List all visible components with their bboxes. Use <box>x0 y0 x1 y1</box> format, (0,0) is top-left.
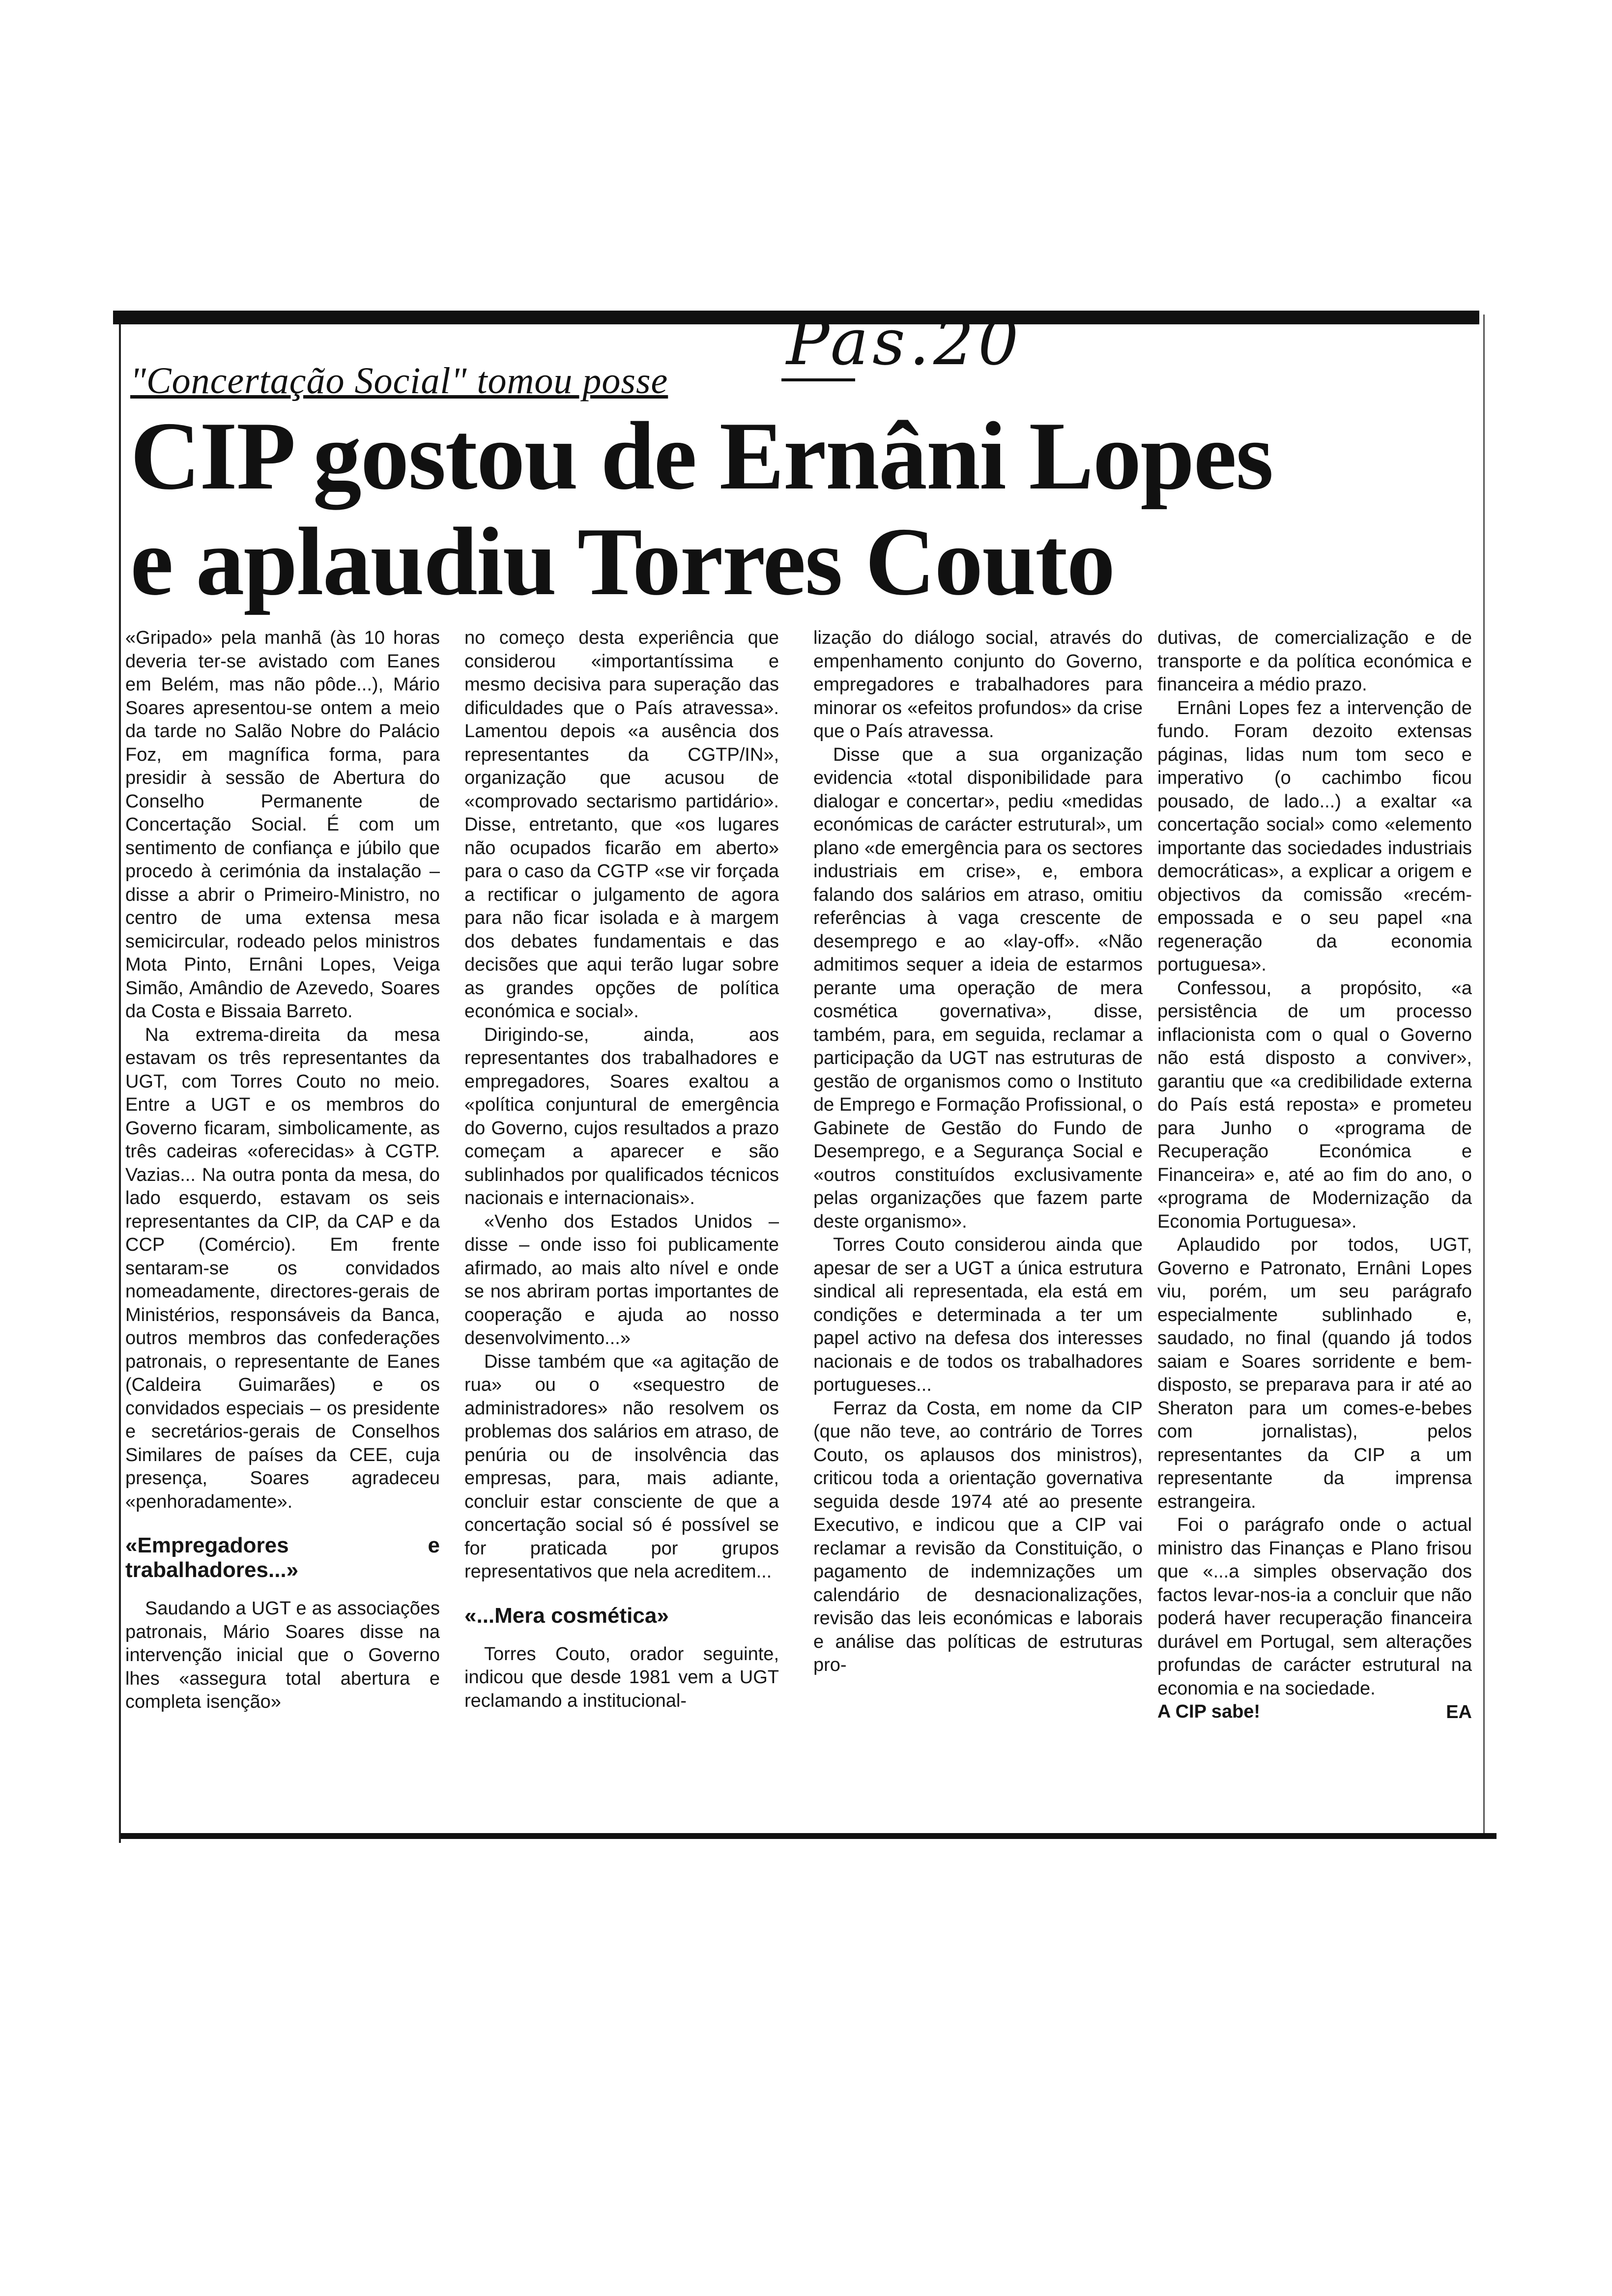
paragraph: no começo desta experiência que considerou «importantíssima e mesmo decisiva para superação das dificuldades que o País atravessa». Lamentou depois «a ausência dos representantes da CGTP/IN», organização que acusou de «comprovado sectarismo partidário». Disse, entretanto, que «os lugares não ocupados ficarão em aberto» para o caso da CGTP «se vir forçada a rectificar o julgamento de agora para não ficar isolada e à margem dos debates fundamentais e das decisões que aqui terão lugar sobre as grandes opções de política económica e social». <box>464 628 779 1022</box>
closing-line: A CIP sabe! <box>1157 1701 1261 1722</box>
article-column-4 <box>1157 627 1472 1724</box>
paragraph: Disse também que «a agitação de rua» ou o «sequestro de administradores» não resolvem os problemas dos salários em atraso, de penúria ou de insolvência das empresas, para, mais adiante, concluir estar consciente de que a concertação social só é possível se for praticada por grupos representativos que nela acreditem... <box>464 1351 779 1582</box>
section-subhead: «Empregadores e trabalhadores...» <box>125 1533 440 1582</box>
paragraph: Ernâni Lopes fez a intervenção de fundo. Foram dezoito extensas páginas, lidas num tom seco e imperativo (o cachimbo ficou pousado, de lado...) a exaltar «a concertação social» como «elemento importante das sociedades industriais democráticas», a explicar a origem e objectivos da comissão «recém-empossada e o seu papel «na regeneração da economia portuguesa». <box>1157 697 1472 975</box>
paragraph: Saudando a UGT e as associações patronais, Mário Soares disse na intervenção inicial que o Governo lhes «assegura total abertura e completa isenção» <box>125 1598 440 1712</box>
paragraph: Disse que a sua organização evidencia «total disponibilidade para dialogar e concertar», pediu «medidas económicas de carácter estrutural», um plano «de emergência para os sectores industriais em crise», e, embora falando dos salários em atraso, omitiu referências à vaga crescente de desemprego e ao «lay-off». «Não admitimos sequer a ideia de estarmos perante uma operação de mera cosmética governativa», disse, também, para, em seguida, reclamar a participação da UGT nas estruturas de gestão de organismos como o Instituto de Emprego e Formação Profissional, o Gabinete de Gestão do Fundo de Desemprego, e a Segurança Social e «outros constituídos exclusivamente pelas organizações que fazem parte deste organismo». <box>813 744 1143 1232</box>
left-border <box>119 324 121 1843</box>
paragraph: dutivas, de comercialização e de transporte e da política económica e financeira a médio prazo. <box>1157 628 1472 695</box>
paragraph: Confessou, a propósito, «a persistência de um processo inflacionista com o qual o Governo não está disposto a conviver», garantiu que «a credibilidade externa do País está reposta» e prometeu para Junho o «programa de Recuperação Económica e Financeira» e, até ao fim do ano, o «programa de Modernização da Economia Portuguesa». <box>1157 977 1472 1232</box>
author-initials: EA <box>1446 1701 1472 1722</box>
article-column-1 <box>125 627 440 1714</box>
paragraph: Dirigindo-se, ainda, aos representantes dos trabalhadores e empregadores, Soares exaltou a «política conjuntural de emergência do Governo, cujos resultados a prazo começam a aparecer e são sublinhados por qualificados técnicos nacionais e internacionais». <box>464 1024 779 1208</box>
paragraph: Foi o parágrafo onde o actual ministro das Finanças e Plano frisou que «...a simples observação dos factos levar-nos-ia a concluir que não poderá haver recuperação financeira durável em Portugal, sem alterações profundas de carácter estrutural na economia e na sociedade. <box>1157 1515 1472 1699</box>
paragraph: Aplaudido por todos, UGT, Governo e Patronato, Ernâni Lopes viu, porém, um seu parágrafo especialmente sublinhado e, saudado, no final (quando já todos saiam e Soares sorridente e bem-disposto, se preparava para ir até ao Sheraton para um comes-e-bebes com jornalistas), pelos representantes da CIP a um representante da imprensa estrangeira. <box>1157 1234 1472 1512</box>
section-subhead: «...Mera cosmética» <box>464 1603 669 1628</box>
paragraph: Na extrema-direita da mesa estavam os três representantes da UGT, com Torres Couto no meio. Entre a UGT e os membros do Governo ficaram, simbolicamente, as três cadeiras «oferecidas» à CGTP. Vazias... Na outra ponta da mesa, do lado esquerdo, estavam os seis representantes da CIP, da CAP e da CCP (Comércio). Em frente sentaram-se os convidados nomeadamente, directores-gerais de Ministérios, responsáveis da Banca, outros membros das confederações patronais, o representante de Eanes (Caldeira Guimarães) e os convidados especiais – os presidente e secretários-gerais de Conselhos Similares de países da CEE, cuja presença, Soares agradeceu «penhoradamente». <box>125 1024 440 1512</box>
paragraph: lização do diálogo social, através do empenhamento conjunto do Governo, empregadores e trabalhadores para minorar os «efeitos profundos» da crise que o País atravessa. <box>813 628 1143 742</box>
headline: CIP gostou de Ernâni Lopes e aplaudiu Torres Couto <box>130 402 1273 615</box>
kicker: "Concertação Social" tomou posse <box>130 360 668 402</box>
right-border <box>1483 315 1485 1838</box>
article-column-2 <box>464 627 779 1713</box>
paragraph: Ferraz da Costa, em nome da CIP (que não teve, ao contrário de Torres Couto, os aplausos dos ministros), criticou toda a orientação governativa seguida desde 1974 até ao presente Executivo, e indicou que a CIP vai reclamar a revisão da Constituição, o pagamento de indemnizações um calendário de desnacionalizações, revisão das leis económicas e laborais e análise das políticas de estruturas pro- <box>813 1398 1143 1675</box>
paragraph: Torres Couto considerou ainda que apesar de ser a UGT a única estrutura sindical ali representada, ela está em condições e determinada a ter um papel activo na defesa dos interesses nacionais e de todos os trabalhadores portugueses... <box>813 1234 1143 1395</box>
handwritten-annotation: Pas.20 <box>786 305 1023 379</box>
paragraph: «Gripado» pela manhã (às 10 horas deveria ter-se avistado com Eanes em Belém, mas não pôde...), Mário Soares apresentou-se ontem a meio da tarde no Salão Nobre do Palácio Foz, em magnífica forma, para presidir à sessão de Abertura do Conselho Permanente de Concertação Social. É com um sentimento de confiança e júbilo que procedo à cerimónia da instalação – disse a abrir o Primeiro-Ministro, no centro de uma extensa mesa semicircular, rodeado pelos ministros Mota Pinto, Ernâni Lopes, Veiga Simão, Amândio de Azevedo, Soares da Costa e Bissaia Barreto. <box>125 628 440 1022</box>
paragraph: «Venho dos Estados Unidos – disse – onde isso foi publicamente afirmado, ao mais alto nível e onde se nos abriram portas importantes de cooperação e ajuda ao nosso desenvolvimento...» <box>464 1211 779 1349</box>
bottom-rule <box>120 1833 1497 1839</box>
article-column-3 <box>813 627 1143 1677</box>
paragraph: Torres Couto, orador seguinte, indicou que desde 1981 vem a UGT reclamando a institucional- <box>464 1643 779 1711</box>
